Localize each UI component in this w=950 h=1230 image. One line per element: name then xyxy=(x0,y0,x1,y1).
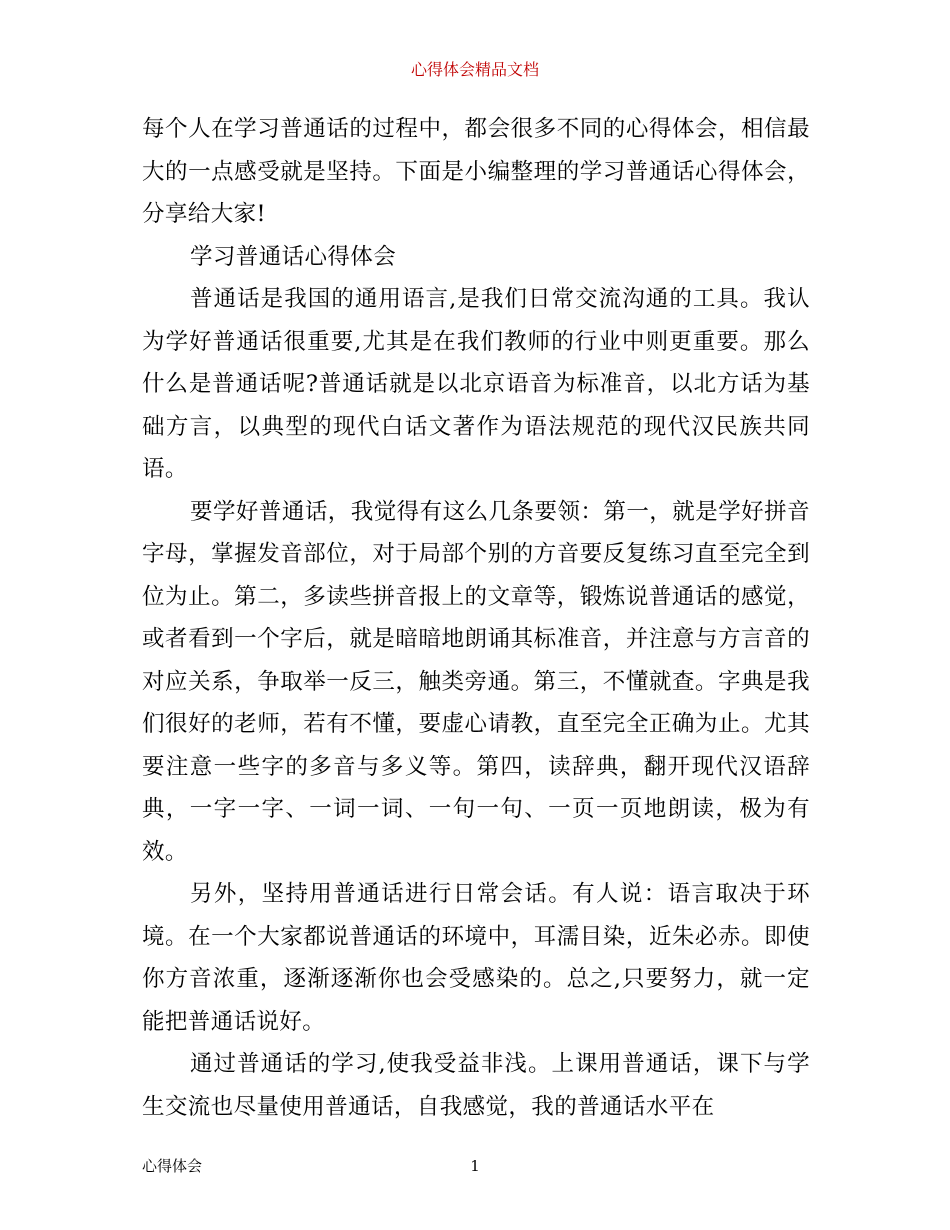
footer-label: 心得体会 xyxy=(142,1157,203,1175)
page-number: 1 xyxy=(470,1157,480,1175)
document-body xyxy=(142,108,810,1128)
body-paragraph: 通过普通话的学习,使我受益非浅。上课用普通话，课下与学生交流也尽量使用普通话，自我感觉，我的普通话水平在 xyxy=(142,1051,810,1120)
body-paragraph: 普通话是我国的通用语言,是我们日常交流沟通的工具。我认为学好普通话很重要,尤其是在我们教师的行业中则更重要。那么什么是普通话呢?普通话就是以北京语音为标准音，以北方话为基础方言，以典型的现代白话文著作为语法规范的现代汉民族共同语。 xyxy=(142,286,810,482)
page-header: 心得体会精品文档 xyxy=(410,60,539,79)
intro-paragraph: 每个人在学习普通话的过程中，都会很多不同的心得体会，相信最大的一点感受就是坚持。下面是小编整理的学习普通话心得体会，分享给大家! xyxy=(142,116,810,227)
section-title: 学习普通话心得体会 xyxy=(190,243,397,270)
body-paragraph: 另外，坚持用普通话进行日常会话。有人说：语言取决于环境。在一个大家都说普通话的环境中，耳濡目染，近朱必赤。即使你方音浓重，逐渐逐渐你也会受感染的。总之,只要努力，就一定能把普通话说好。 xyxy=(142,881,810,1035)
body-paragraph: 要学好普通话，我觉得有这么几条要领：第一，就是学好拼音字母，掌握发音部位，对于局部个别的方音要反复练习直至完全到位为止。第二，多读些拼音报上的文章等，锻炼说普通话的感觉，或者看到一个字后，就是暗暗地朗诵其标准音，并注意与方言音的对应关系，争取举一反三，触类旁通。第三，不懂就查。字典是我们很好的老师，若有不懂，要虚心请教，直至完全正确为止。尤其要注意一些字的多音与多义等。第四，读辞典，翻开现代汉语辞典，一字一字、一词一词、一句一句、一页一页地朗读，极为有效。 xyxy=(142,498,810,865)
